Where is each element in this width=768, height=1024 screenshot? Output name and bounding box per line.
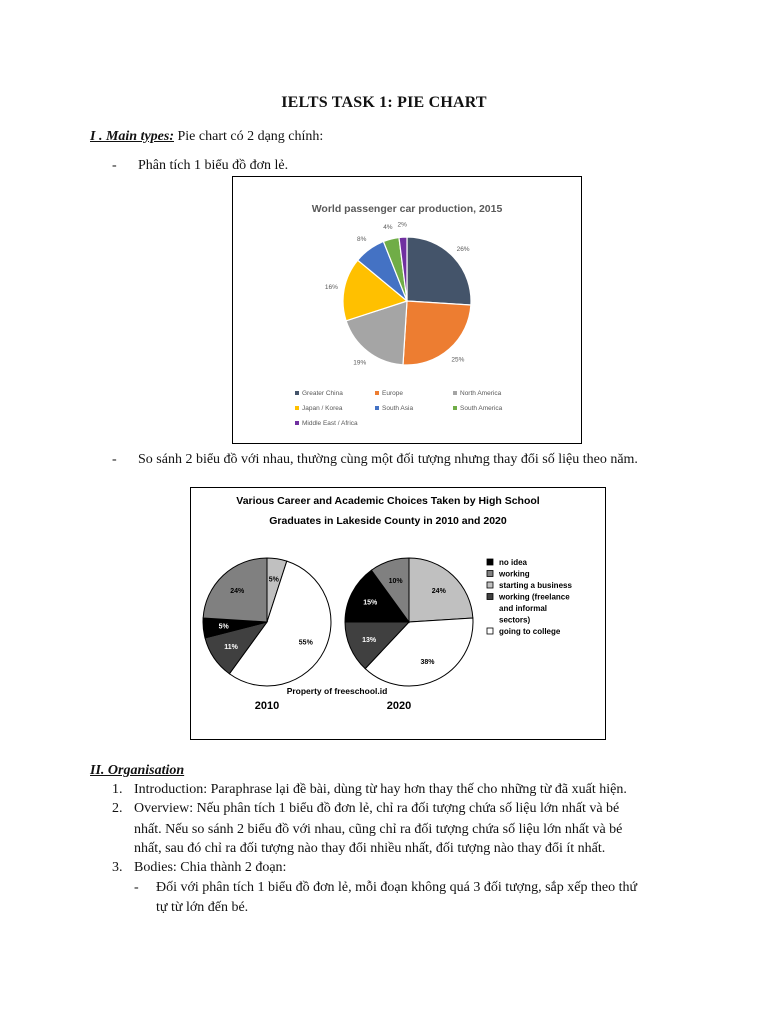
section-2-heading-line <box>90 761 184 780</box>
legend-label-middle-east-africa: Middle East / Africa <box>302 420 358 427</box>
legend-label-line-0: no idea <box>499 558 528 567</box>
legend-swatch-greater-china <box>295 391 299 395</box>
bullet-single-chart <box>112 156 288 175</box>
legend-swatch-going-to-college <box>487 628 493 634</box>
pie2010-label-going-to-college: 55% <box>298 639 313 647</box>
chart2-subtitle: Graduates in Lakeside County in 2010 and 2020 <box>269 515 507 527</box>
legend-label-line-4: and informal <box>499 604 548 613</box>
legend-label-south-asia: South Asia <box>382 405 414 412</box>
pie2010-label-starting-a-business: 5% <box>268 576 279 584</box>
list-text: Introduction: Paraphrase lại đề bài, dùng từ hay hơn thay thế cho những từ đã xuất hiện. <box>134 782 627 797</box>
legend-swatch-working-freelance-and-informal-sectors <box>487 594 493 600</box>
page-title: IELTS TASK 1: PIE CHART <box>281 94 487 111</box>
slice-label-japan-korea: 16% <box>324 284 338 292</box>
list-number: 2. <box>112 801 123 816</box>
list-text: Bodies: Chia thành 2 đoạn: <box>134 860 287 875</box>
figure-car-production <box>232 176 582 444</box>
list-item-bodies <box>112 858 286 877</box>
chart2-watermark: Property of freeschool.id <box>286 686 388 696</box>
section-2-heading: II. Organisation <box>90 763 185 778</box>
pie2020-label-no-idea: 15% <box>363 599 378 607</box>
bullet-dash: - <box>112 452 117 467</box>
sub-bullet-single-chart <box>134 878 637 897</box>
legend-swatch-working <box>487 571 493 577</box>
legend-label-south-america: South America <box>460 405 503 412</box>
list-item-overview-line2: nhất. Nếu so sánh 2 biểu đồ với nhau, cũng chỉ ra đối tượng chứa số liệu lớn nhất và bé <box>134 822 623 837</box>
slice-label-middle-east-africa: 2% <box>397 221 407 229</box>
list-number: 3. <box>112 860 123 875</box>
pie-year-label-2010: 2010 <box>254 700 280 712</box>
pie2020-label-working: 10% <box>388 578 403 586</box>
legend-swatch-starting-a-business <box>487 582 493 588</box>
sub-bullet-line2: tự từ lớn đến bé. <box>156 900 249 915</box>
list-text: Overview: Nếu phân tích 1 biểu đồ đơn lẻ, chỉ ra đối tượng chứa số liệu lớn nhất và bé <box>134 801 620 816</box>
bullet-text: So sánh 2 biểu đồ với nhau, thường cùng một đối tượng nhưng thay đổi số liệu theo năm. <box>138 452 638 467</box>
chart1-title: World passenger car production, 2015 <box>311 203 503 215</box>
legend-label-north-america: North America <box>460 390 502 397</box>
list-number: 1. <box>112 782 123 797</box>
list-item-introduction <box>112 780 627 799</box>
section-1-heading-line <box>90 127 323 146</box>
list-item-overview <box>112 799 619 818</box>
legend-swatch-japan-korea <box>295 406 299 410</box>
slice-label-south-asia: 8% <box>356 236 367 244</box>
slice-label-south-america: 4% <box>383 223 393 231</box>
legend-swatch-no-idea <box>487 559 493 565</box>
legend-label-line-5: sectors) <box>499 615 531 625</box>
pie2020-label-working-freelance-and-informal-sectors: 13% <box>362 636 377 644</box>
legend-label-line-3: working (freelance <box>499 592 570 602</box>
slice-label-north-america: 19% <box>353 359 367 367</box>
bullet-text: Phân tích 1 biểu đồ đơn lẻ. <box>138 158 289 173</box>
legend-swatch-middle-east-africa <box>295 421 299 425</box>
legend-swatch-south-asia <box>375 406 379 410</box>
section-1-heading: I . Main types: <box>90 129 174 144</box>
legend-label-line-6: going to college <box>499 627 561 636</box>
slice-label-europe: 25% <box>451 356 465 364</box>
legend-label-greater-china: Greater China <box>302 390 343 397</box>
legend-label-line-2: starting a business <box>499 581 572 590</box>
bullet-dash: - <box>112 158 117 173</box>
career-choices-pie-charts <box>191 488 605 739</box>
pie-year-label-2020: 2020 <box>386 700 412 712</box>
legend-swatch-north-america <box>453 391 457 395</box>
pie2010-label-no-idea: 5% <box>218 623 229 631</box>
figure-career-choices <box>190 487 606 740</box>
bullet-dash: - <box>134 880 139 895</box>
section-1-text: Pie chart có 2 dạng chính: <box>174 129 324 144</box>
legend-label-europe: Europe <box>382 390 403 397</box>
car-production-pie-chart <box>233 177 581 443</box>
list-item-overview-line3: nhất, sau đó chỉ ra đối tượng nào thay đổi nhiều nhất, đối tượng nào thay đổi ít nhất. <box>134 841 606 856</box>
slice-label-greater-china: 26% <box>456 245 470 253</box>
sub-bullet-text: Đối với phân tích 1 biểu đồ đơn lẻ, mỗi đoạn không quá 3 đối tượng, sắp xếp theo thứ <box>156 880 638 895</box>
pie2020-label-going-to-college: 38% <box>420 658 435 666</box>
bullet-compare-charts <box>112 450 638 469</box>
chart2-title: Various Career and Academic Choices Taken by High School <box>236 495 540 507</box>
legend-swatch-europe <box>375 391 379 395</box>
pie2010-label-working-freelance-and-informal-sectors: 11% <box>224 644 238 651</box>
pie2020-label-starting-a-business: 24% <box>431 587 446 595</box>
legend-swatch-south-america <box>453 406 457 410</box>
pie2010-label-working: 24% <box>230 587 245 595</box>
legend-label-japan-korea: Japan / Korea <box>302 405 343 412</box>
legend-label-line-1: working <box>499 569 530 579</box>
